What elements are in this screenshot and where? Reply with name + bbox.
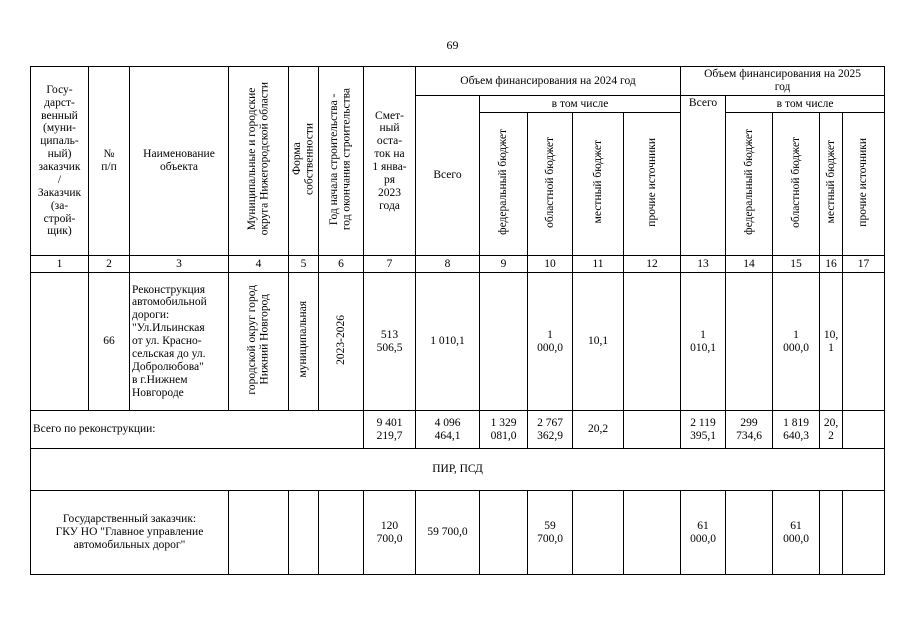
header-fin-2024: Объем финансирования на 2024 год [416, 67, 681, 96]
header-total-2024: Всего [416, 96, 480, 256]
column-number: 8 [416, 256, 480, 273]
object-total-2024: 1 010,1 [416, 273, 480, 411]
header-regional-2024: областной бюджет [543, 136, 556, 228]
column-number: 16 [820, 256, 843, 273]
total-total-2025: 2 119 395,1 [681, 411, 726, 449]
header-including-2025: в том числе [726, 96, 885, 113]
customer-years [319, 491, 364, 575]
customer-estimate: 120 700,0 [364, 491, 416, 575]
object-federal-2025 [726, 273, 773, 411]
column-number: 12 [624, 256, 681, 273]
header-regional-2025: областной бюджет [789, 136, 802, 228]
object-local-2025: 10, 1 [820, 273, 843, 411]
object-customer-cell [31, 273, 89, 411]
object-regional-2024: 1 000,0 [528, 273, 573, 411]
header-municipality: Муниципальные и городские округа Нижегородской области [245, 82, 271, 236]
customer-local-2025 [820, 491, 843, 575]
customer-federal-2024 [480, 491, 528, 575]
total-estimate: 9 401 219,7 [364, 411, 416, 449]
header-estimate: Смет- ный оста- ток на 1 янва- ря 2023 года [364, 67, 416, 256]
customer-other-2024 [624, 491, 681, 575]
object-num: 66 [89, 273, 130, 411]
object-federal-2024 [480, 273, 528, 411]
customer-municipality [229, 491, 289, 575]
header-local-2024: местный бюджет [591, 140, 604, 224]
column-numbers-row [31, 256, 885, 273]
total-local-2024: 20,2 [573, 411, 624, 449]
column-number: 14 [726, 256, 773, 273]
customer-local-2024 [573, 491, 624, 575]
header-other-2024: прочие источники [645, 137, 658, 227]
header-total-2025: Всего [681, 96, 726, 256]
financing-table [30, 66, 885, 575]
customer-total-2024: 59 700,0 [416, 491, 480, 575]
total-regional-2024: 2 767 362,9 [528, 411, 573, 449]
total-total-2024: 4 096 464,1 [416, 411, 480, 449]
header-including-2024: в том числе [480, 96, 681, 113]
object-regional-2025: 1 000,0 [773, 273, 820, 411]
header-num: № п/п [89, 67, 130, 256]
object-local-2024: 10,1 [573, 273, 624, 411]
total-local-2025: 20, 2 [820, 411, 843, 449]
header-years: Год начала строительства - год окончания строительства [328, 87, 353, 231]
total-other-2024 [624, 411, 681, 449]
object-municipality: городской округ город Нижний Новгород [245, 284, 271, 395]
total-regional-2025: 1 819 640,3 [773, 411, 820, 449]
column-number: 13 [681, 256, 726, 273]
total-other-2025 [843, 411, 885, 449]
column-number: 15 [773, 256, 820, 273]
header-other-2025: прочие источники [857, 137, 870, 227]
object-name: Реконструкция автомобильной дороги: "Ул.Ильинская от ул. Красно- сельская до ул. Добролюбова" в г.Нижнем Новгороде [130, 273, 229, 411]
page-number: 69 [446, 38, 459, 52]
object-other-2025 [843, 273, 885, 411]
customer-ownership [289, 491, 319, 575]
column-number: 4 [229, 256, 289, 273]
total-federal-2025: 299 734,6 [726, 411, 773, 449]
total-federal-2024: 1 329 081,0 [480, 411, 528, 449]
object-estimate: 513 506,5 [364, 273, 416, 411]
column-number: 3 [130, 256, 229, 273]
section-title: ПИР, ПСД [31, 449, 885, 491]
section-row [31, 449, 885, 491]
column-number: 9 [480, 256, 528, 273]
column-number: 17 [843, 256, 885, 273]
customer-federal-2025 [726, 491, 773, 575]
header-ownership: Форма собственности [291, 123, 316, 196]
column-number: 5 [289, 256, 319, 273]
table-row-customer [31, 491, 885, 575]
customer-other-2025 [843, 491, 885, 575]
customer-total-2025: 61 000,0 [681, 491, 726, 575]
object-other-2024 [624, 273, 681, 411]
total-label: Всего по реконструкции: [31, 411, 364, 449]
header-local-2025: местный бюджет [824, 140, 837, 224]
table-row-object [31, 273, 885, 411]
column-number: 1 [31, 256, 89, 273]
header-customer: Госу- дарст- венный (муни- ципаль- ный) заказчик / Заказчик (за- строй- щик) [31, 67, 89, 256]
column-number: 2 [89, 256, 130, 273]
object-ownership: муниципальная [297, 301, 310, 378]
customer-label: Государственный заказчик: ГКУ НО "Главное управление автомобильных дорог" [31, 491, 229, 575]
column-number: 7 [364, 256, 416, 273]
header-federal-2025: федеральный бюджет [742, 129, 755, 235]
column-number: 6 [319, 256, 364, 273]
object-years: 2023-2026 [334, 314, 347, 365]
column-number: 11 [573, 256, 624, 273]
header-fin-2025: Объем финансирования на 2025 год [681, 67, 885, 96]
object-total-2025: 1 010,1 [681, 273, 726, 411]
customer-regional-2024: 59 700,0 [528, 491, 573, 575]
header-object-name: Наименование объекта [130, 67, 229, 256]
customer-regional-2025: 61 000,0 [773, 491, 820, 575]
table-row-total [31, 411, 885, 449]
header-federal-2024: федеральный бюджет [497, 129, 510, 235]
column-number: 10 [528, 256, 573, 273]
